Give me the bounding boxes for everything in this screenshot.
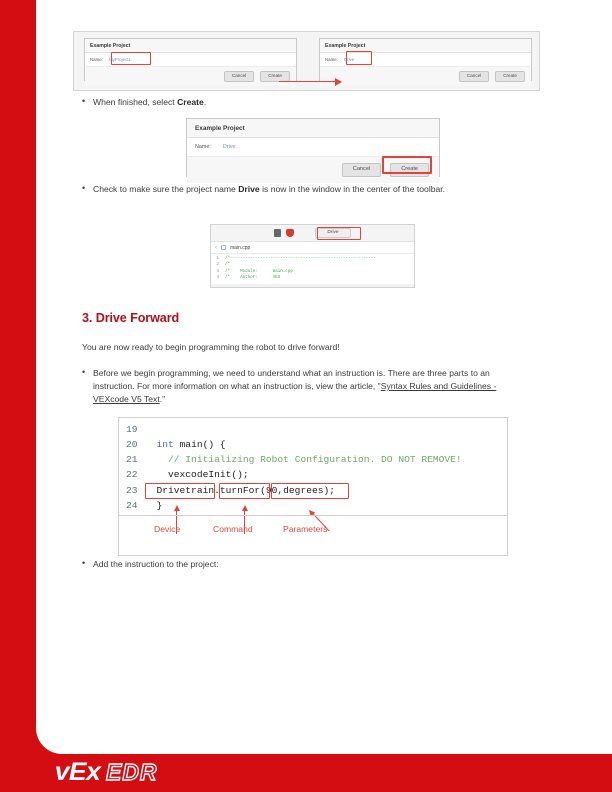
cancel-button[interactable]: Cancel (224, 71, 254, 82)
bullet-add-instruction (80, 558, 480, 571)
line-indent (145, 452, 168, 467)
comment-do-not-remove: // Initializing Robot Configuration. DO NOT REMOVE! (168, 454, 462, 466)
back-chevron-icon[interactable]: ‹ (215, 244, 217, 251)
create-button[interactable]: Create (390, 163, 429, 177)
line-text: /* Author: VEX (225, 275, 281, 280)
bullet-text-before: Before we begin programming, we need to understand what an instruction is. There are three parts to an instruction. For more information on what an instruction is, view the article, " (93, 368, 490, 391)
dialog-footer (320, 67, 531, 86)
section-heading: 3. Drive Forward (82, 311, 180, 325)
code-line (119, 452, 507, 467)
bullet-text-after: is now in the window in the center of the toolbar. (259, 184, 446, 194)
dialog-title: Example Project (320, 39, 531, 53)
bullet-emphasis: Drive (238, 184, 260, 194)
tab-main-cpp[interactable]: main.cpp (230, 244, 251, 251)
dialog-name-row (187, 138, 439, 157)
annotation-arrow-icon (279, 81, 341, 82)
project-name-button[interactable]: Drive (315, 228, 350, 239)
bullet-when-finished (80, 96, 500, 109)
main-signature: main() { (173, 439, 226, 451)
line-number: 3 (216, 269, 219, 274)
bullet-text-before: When finished, select (93, 97, 178, 107)
dialog-create (186, 118, 440, 177)
link-syntax-rules-guidelines[interactable]: Syntax Rules and Guidelines - VEXcode V5 Text (93, 380, 497, 404)
editor-tab-bar (211, 242, 414, 254)
project-name-input[interactable]: MyProject1 (108, 57, 131, 62)
name-label: Name: (90, 57, 103, 62)
line-number: 21 (126, 454, 138, 466)
code-line (119, 437, 507, 452)
name-label: Name: (195, 144, 211, 150)
dialog-right (319, 38, 532, 81)
code-line (119, 467, 507, 482)
bullet-check-project-name (80, 183, 512, 196)
call-vexcode-init: vexcodeInit(); (145, 469, 249, 481)
edr-wordmark: EDR (105, 759, 158, 785)
figure-annotated-code (118, 417, 508, 556)
create-button[interactable]: Create (495, 71, 525, 82)
line-number: 22 (126, 469, 138, 481)
toolbar-top-row (211, 225, 414, 242)
dialog-name-row (85, 53, 296, 67)
line-number: 20 (126, 439, 138, 451)
vex-heart-icon[interactable] (286, 229, 294, 237)
code-line (211, 275, 414, 281)
save-icon[interactable] (274, 229, 281, 237)
line-number: 24 (126, 499, 138, 511)
project-name-input[interactable]: Drive (343, 57, 355, 62)
line-number: 2 (216, 263, 219, 268)
line-text: /* (225, 263, 231, 268)
line-number: 1 (216, 257, 219, 261)
annotation-label-row (119, 515, 507, 549)
bullet-instruction-parts (80, 367, 524, 406)
section-intro: You are now ready to begin programming the robot to drive forward! (82, 342, 340, 352)
cancel-button[interactable]: Cancel (342, 163, 381, 177)
dialog-title: Example Project (85, 39, 296, 53)
closing-brace: } (145, 499, 163, 511)
create-button[interactable]: Create (260, 71, 290, 82)
dialog-left (84, 38, 297, 81)
dialog-footer (187, 157, 439, 183)
code-line (119, 422, 507, 437)
line-text: /*---------------------------------------------------------- (225, 257, 376, 261)
cpp-file-icon (221, 245, 226, 250)
bullet-text-before: Check to make sure the project name (93, 184, 239, 194)
line-number: 19 (126, 424, 138, 435)
bullet-text: Add the instruction to the project: (93, 559, 219, 569)
figure-toolbar (210, 224, 415, 288)
code-line-instruction (119, 483, 507, 498)
annotation-label-command: Command (213, 523, 253, 534)
bullet-text-after: ." (159, 393, 166, 404)
figure-create-dialogs (73, 31, 540, 91)
line-number: 23 (126, 484, 138, 496)
dialog-footer (85, 67, 296, 86)
footer-logo (56, 758, 158, 787)
bullet-text-after: . (203, 97, 207, 107)
code-block[interactable] (119, 418, 507, 515)
instruction-statement: Drivetrain.turnFor(90,degrees); (145, 484, 335, 496)
line-number: 4 (216, 275, 219, 280)
document-content (36, 0, 612, 754)
annotation-label-parameters: Parameters (283, 523, 328, 534)
line-indent (145, 437, 157, 452)
cancel-button[interactable]: Cancel (459, 71, 489, 82)
editor-code-area[interactable] (211, 254, 414, 284)
vex-wordmark: vEx (54, 758, 101, 786)
annotation-label-device: Device (154, 523, 181, 534)
dialog-name-row (320, 53, 531, 67)
bullet-emphasis: Create (177, 97, 204, 107)
name-label: Name: (325, 57, 338, 62)
keyword-int: int (156, 439, 174, 451)
dialog-title: Example Project (187, 119, 439, 138)
project-name-input[interactable]: Drive (222, 144, 236, 150)
figure-create-highlight (186, 118, 440, 177)
line-text: /* Module: main.cpp (225, 269, 293, 274)
